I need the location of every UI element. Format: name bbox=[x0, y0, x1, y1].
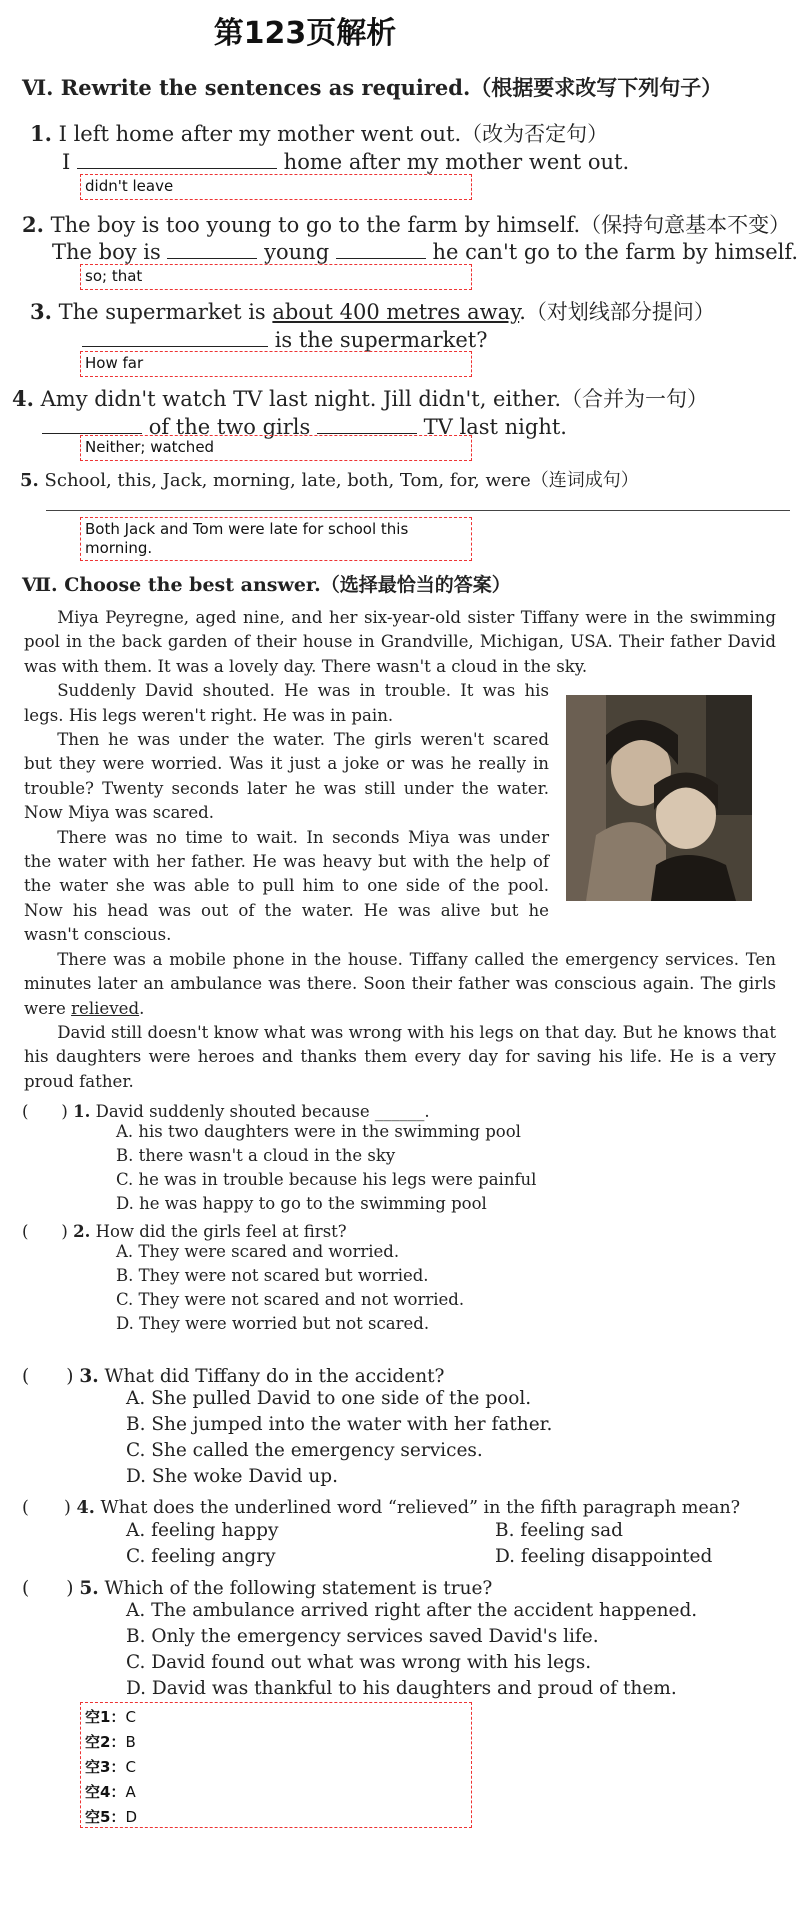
answer-label: 空2： bbox=[85, 1733, 126, 1751]
answer-label: 空1： bbox=[85, 1708, 126, 1726]
option: C. She called the emergency services. bbox=[126, 1440, 483, 1461]
question-3-line2 bbox=[82, 326, 487, 352]
underlined-word: relieved bbox=[71, 998, 140, 1018]
option: B. They were not scared but worried. bbox=[116, 1266, 429, 1285]
option: A. She pulled David to one side of the pool. bbox=[126, 1388, 532, 1409]
answer-label: 空3： bbox=[85, 1758, 126, 1776]
blank-line bbox=[42, 413, 142, 434]
option: A. The ambulance arrived right after the accident happened. bbox=[126, 1600, 698, 1621]
answer-box-4: Neither; watched bbox=[80, 435, 472, 461]
answer-value: C bbox=[125, 1758, 136, 1776]
answer-value: B bbox=[125, 1733, 136, 1751]
option: D. he was happy to go to the swimming pool bbox=[116, 1194, 487, 1213]
question-stem: David suddenly shouted because ______. bbox=[95, 1102, 430, 1121]
answer-row bbox=[85, 1805, 467, 1830]
answer-value: C bbox=[125, 1708, 136, 1726]
question-text-end: .（对划线部分提问） bbox=[519, 300, 715, 324]
option: C. They were not scared and not worried. bbox=[116, 1290, 465, 1309]
sentence-rest: is the supermarket? bbox=[274, 328, 488, 352]
blank-line bbox=[77, 148, 277, 169]
question-text: Amy didn't watch TV last night. Jill didn't, either.（合并为一句） bbox=[40, 387, 708, 411]
question-number: 1. bbox=[30, 121, 52, 146]
option: B. She jumped into the water with her father. bbox=[126, 1414, 553, 1435]
option: D. They were worried but not scared. bbox=[116, 1314, 430, 1333]
question-number: 4. bbox=[12, 386, 34, 411]
question-4 bbox=[12, 383, 708, 413]
question-number: 5. bbox=[79, 1578, 99, 1599]
option: C. he was in trouble because his legs were painful bbox=[116, 1170, 537, 1189]
mc-question-4 bbox=[22, 1494, 740, 1519]
answer-paren: ( ) bbox=[22, 1222, 68, 1241]
question-2 bbox=[22, 209, 790, 239]
paragraph-3: Then he was under the water. The girls weren't scared but they were worried. Was it just a joke or was he really in trouble? Twenty seconds later he was still under the water. Now Miya was scared. bbox=[24, 730, 549, 823]
sentence-rest: home after my mother went out. bbox=[283, 150, 630, 174]
blank-line bbox=[336, 238, 426, 259]
mc-question-2 bbox=[22, 1218, 347, 1242]
blank-line bbox=[167, 238, 257, 259]
sentence-part: he can't go to the farm by himself. bbox=[432, 240, 799, 264]
question-1 bbox=[30, 118, 608, 148]
mc-question-5 bbox=[22, 1574, 492, 1600]
answer-box-5: Both Jack and Tom were late for school this morning. bbox=[80, 517, 472, 561]
answer-row bbox=[85, 1755, 467, 1780]
photo-two-girls bbox=[566, 695, 752, 901]
question-stem: How did the girls feel at first? bbox=[95, 1222, 347, 1241]
section-6-heading: Ⅵ. Rewrite the sentences as required.（根据要求改写下列句子） bbox=[22, 75, 723, 100]
sentence-part: young bbox=[264, 240, 330, 264]
answers-box bbox=[80, 1702, 472, 1828]
option: A. They were scared and worried. bbox=[116, 1242, 400, 1261]
option: D. feeling disappointed bbox=[495, 1546, 713, 1567]
underlined-part: about 400 metres away bbox=[272, 300, 520, 324]
girls-photo-icon bbox=[566, 695, 752, 901]
question-number: 3. bbox=[79, 1366, 99, 1387]
answer-paren: ( ) bbox=[22, 1498, 71, 1518]
answer-row bbox=[85, 1730, 467, 1755]
sentence-part: of the two girls bbox=[148, 415, 311, 439]
mc-question-1 bbox=[22, 1098, 430, 1122]
blank-line bbox=[82, 326, 268, 347]
option: C. feeling angry bbox=[126, 1546, 276, 1567]
question-text: The supermarket is bbox=[58, 300, 273, 324]
question-number: 5. bbox=[20, 470, 39, 491]
answer-paren: ( ) bbox=[22, 1578, 74, 1599]
answer-label: 空5： bbox=[85, 1808, 126, 1826]
question-text: The boy is too young to go to the farm by himself.（保持句意基本不变） bbox=[50, 213, 791, 237]
paragraph-1: Miya Peyregne, aged nine, and her six-year-old sister Tiffany were in the swimming pool in the back garden of their house in Grandville, Michigan, USA. Their father David was with them. It was a lovely day. There wasn't a cloud in the sky. bbox=[24, 608, 776, 676]
question-number: 4. bbox=[76, 1497, 95, 1518]
option: B. feeling sad bbox=[495, 1520, 623, 1541]
blank-prefix: I bbox=[62, 150, 71, 174]
paragraph-5: There was a mobile phone in the house. Tiffany called the emergency services. Ten minutes later an ambulance was there. Soon their father was conscious again. The girls were relieved. bbox=[24, 949, 776, 1018]
option: B. there wasn't a cloud in the sky bbox=[116, 1146, 396, 1165]
page-title: 第123页解析 bbox=[213, 16, 397, 51]
question-3 bbox=[30, 296, 715, 326]
answer-value: D bbox=[125, 1808, 137, 1826]
question-text: School, this, Jack, morning, late, both, Tom, for, were（连词成句） bbox=[44, 470, 639, 491]
question-stem: What does the underlined word “relieved” in the fifth paragraph mean? bbox=[100, 1498, 741, 1518]
question-number: 3. bbox=[30, 299, 52, 324]
option: C. David found out what was wrong with his legs. bbox=[126, 1652, 592, 1673]
answer-line bbox=[46, 510, 790, 511]
sentence-part: The boy is bbox=[52, 240, 161, 264]
answer-value: A bbox=[125, 1783, 136, 1801]
answer-label: 空4： bbox=[85, 1783, 126, 1801]
answer-box-3: How far bbox=[80, 351, 472, 377]
option: A. feeling happy bbox=[126, 1520, 279, 1541]
answer-row bbox=[85, 1705, 467, 1730]
question-1-line2 bbox=[62, 148, 629, 174]
answer-row bbox=[85, 1780, 467, 1805]
answer-box-2: so; that bbox=[80, 264, 472, 290]
option: D. David was thankful to his daughters and proud of them. bbox=[126, 1678, 677, 1699]
option: B. Only the emergency services saved David's life. bbox=[126, 1626, 599, 1647]
question-5 bbox=[20, 466, 639, 492]
sentence-part: TV last night. bbox=[423, 415, 567, 439]
blank-line bbox=[317, 413, 417, 434]
question-stem: Which of the following statement is true? bbox=[104, 1578, 493, 1599]
answer-paren: ( ) bbox=[22, 1366, 74, 1387]
mc-question-3 bbox=[22, 1362, 444, 1388]
paragraph-4: There was no time to wait. In seconds Miya was under the water with her father. He was heavy but with the help of the water she was able to pull him to one side of the pool. Now his head was out of the water. He was alive but he wasn't conscious. bbox=[24, 827, 549, 945]
answer-paren: ( ) bbox=[22, 1102, 68, 1121]
question-number: 1. bbox=[73, 1102, 91, 1121]
section-7-heading: Ⅶ. Choose the best answer.（选择最恰当的答案） bbox=[22, 574, 511, 596]
option: D. She woke David up. bbox=[126, 1466, 338, 1487]
option: A. his two daughters were in the swimming pool bbox=[116, 1122, 521, 1141]
answer-box-1: didn't leave bbox=[80, 174, 472, 200]
question-number: 2. bbox=[73, 1222, 91, 1241]
question-stem: What did Tiffany do in the accident? bbox=[104, 1366, 445, 1387]
question-number: 2. bbox=[22, 212, 44, 237]
question-text: I left home after my mother went out.（改为否定句） bbox=[58, 122, 609, 146]
paragraph-2: Suddenly David shouted. He was in trouble. It was his legs. His legs weren't right. He was in pain. bbox=[24, 681, 549, 725]
paragraph-6: David still doesn't know what was wrong with his legs on that day. But he knows that his daughters were heroes and thanks them every day for saving his life. He is a very proud father. bbox=[24, 1022, 776, 1091]
question-2-line2 bbox=[52, 238, 798, 264]
